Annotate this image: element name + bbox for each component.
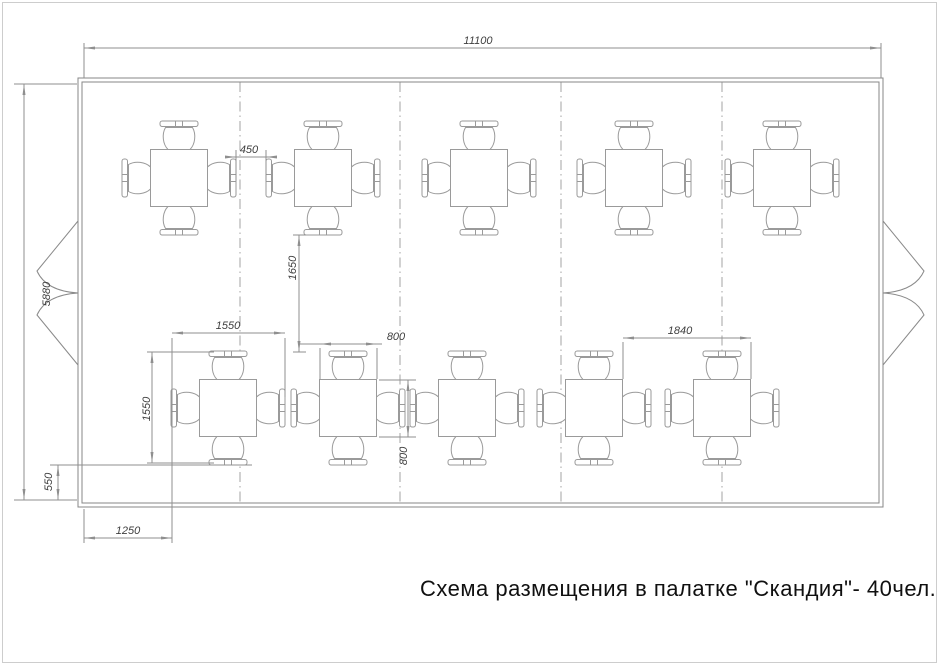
table-with-chairs (122, 121, 236, 235)
dim-label-table-depth: 800 (398, 446, 410, 466)
table-with-chairs (725, 121, 839, 235)
dim-label-row-to-row-gap: 1650 (287, 255, 299, 281)
dim-label-seating-group-depth: 1550 (141, 396, 153, 422)
dim-label-table-width: 800 (386, 331, 406, 343)
dim-label-bottom-wall-offset: 550 (43, 472, 55, 492)
table-with-chairs (266, 121, 380, 235)
table-with-chairs (291, 351, 405, 465)
table-with-chairs (577, 121, 691, 235)
dim-label-bottom-row-table-gap: 1840 (667, 325, 693, 337)
dim-label-tent-depth: 5880 (41, 281, 53, 307)
dim-label-top-row-table-gap: 450 (239, 144, 259, 156)
furniture-layer (122, 121, 839, 465)
dim-label-tent-width: 11100 (463, 35, 493, 47)
table-with-chairs (665, 351, 779, 465)
table-with-chairs (422, 121, 536, 235)
table-with-chairs (410, 351, 524, 465)
right-door-leaf-bottom (883, 293, 924, 365)
table-with-chairs (537, 351, 651, 465)
dim-label-seating-group-width: 1550 (215, 320, 241, 332)
dimensions (14, 35, 881, 543)
table-with-chairs (171, 351, 285, 465)
right-door-leaf-top (883, 221, 924, 293)
doors (37, 221, 924, 365)
drawing-title: Схема размещения в палатке "Скандия"- 40чел. (420, 576, 937, 601)
dim-label-left-wall-offset: 1250 (115, 525, 141, 537)
